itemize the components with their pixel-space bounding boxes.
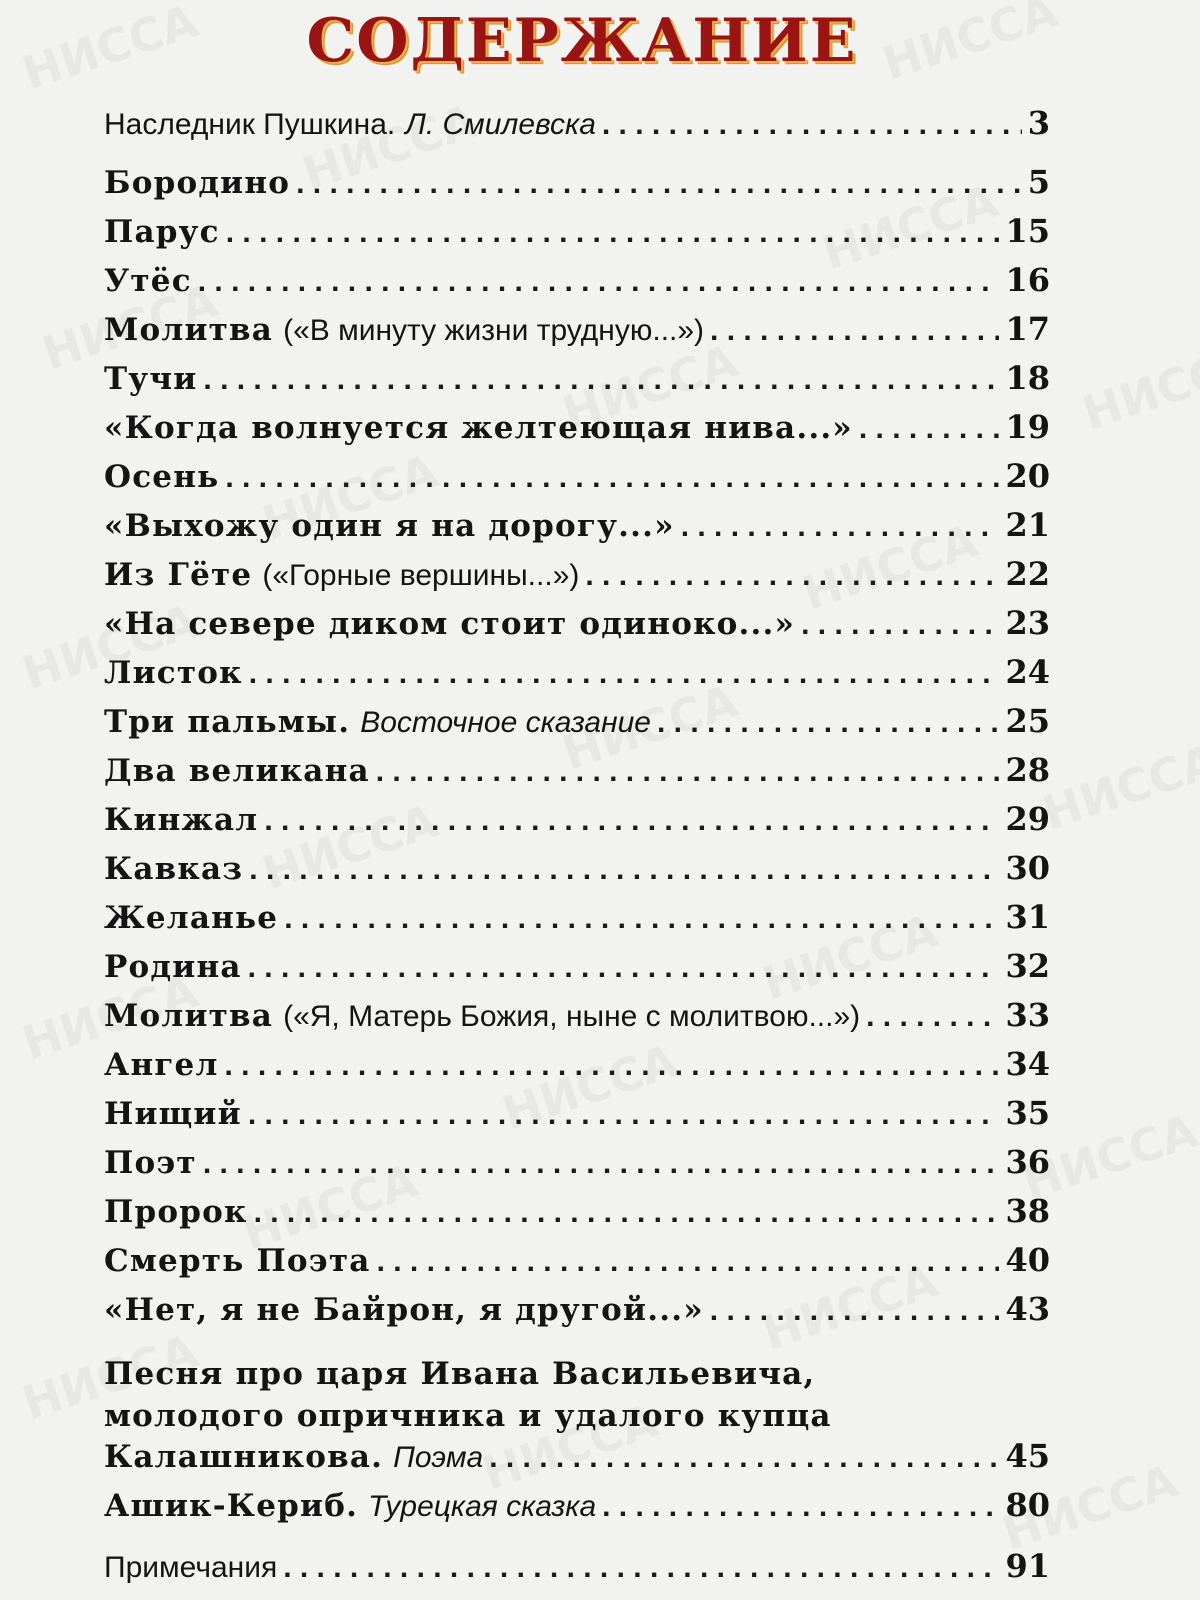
entry-subtitle: («Горные вершины...») xyxy=(262,559,580,592)
dot-leader xyxy=(264,804,999,838)
dot-leader xyxy=(489,1441,999,1475)
entry-title: Ашик-Кериб. xyxy=(104,1488,359,1524)
toc-entry[interactable] xyxy=(104,506,1050,555)
dot-leader xyxy=(198,265,1000,299)
dot-leader xyxy=(602,108,1022,142)
toc-entry[interactable] xyxy=(104,1547,1050,1596)
page-title: СОДЕРЖАНИЕ xyxy=(306,6,858,76)
entry-title: Ангел xyxy=(104,1047,219,1083)
entry-title: Осень xyxy=(104,459,220,495)
dot-leader xyxy=(602,1490,999,1524)
entry-title: Пророк xyxy=(104,1194,248,1230)
dot-leader xyxy=(225,461,999,495)
dot-leader xyxy=(866,1000,999,1034)
page-number: 31 xyxy=(1005,898,1050,936)
page-number: 43 xyxy=(1005,1290,1050,1328)
entry-subtitle: Примечания xyxy=(104,1551,278,1584)
toc-entry[interactable] xyxy=(104,751,1050,800)
dot-leader xyxy=(859,412,1000,446)
dot-leader xyxy=(248,951,1000,985)
dot-leader xyxy=(585,559,999,593)
page-number: 45 xyxy=(1005,1437,1050,1475)
toc-entry[interactable] xyxy=(104,996,1050,1045)
toc-entry[interactable] xyxy=(104,555,1050,604)
entry-title: Из Гёте xyxy=(104,557,253,593)
watermark xyxy=(1036,733,1200,840)
page-number: 23 xyxy=(1005,604,1050,642)
entry-title: Тучи xyxy=(104,361,198,397)
toc-entry[interactable] xyxy=(104,849,1050,898)
entry-title: «На севере диком стоит одиноко...» xyxy=(104,606,796,642)
toc-entry-multiline[interactable] xyxy=(104,1353,1050,1486)
entry-genre: Турецкая сказка xyxy=(368,1490,597,1523)
dot-leader xyxy=(203,1147,1000,1181)
dot-leader xyxy=(203,363,999,397)
page-number: 40 xyxy=(1005,1241,1050,1279)
dot-leader xyxy=(283,1551,999,1585)
entry-subtitle: («В минуту жизни трудную...») xyxy=(283,314,705,347)
entry-title: «Когда волнуется желтеющая нива...» xyxy=(104,410,853,446)
dot-leader xyxy=(657,706,999,740)
toc-entry[interactable] xyxy=(104,1486,1050,1535)
dot-leader xyxy=(248,1098,1000,1132)
dot-leader xyxy=(376,755,1000,789)
dot-leader xyxy=(249,657,1000,691)
page-number: 21 xyxy=(1005,506,1050,544)
dot-leader xyxy=(377,1245,1000,1279)
toc-entry[interactable] xyxy=(104,898,1050,947)
entry-title: Нищий xyxy=(104,1096,242,1132)
page-number: 38 xyxy=(1005,1192,1050,1230)
page-number: 30 xyxy=(1005,849,1050,887)
dot-leader xyxy=(249,853,999,887)
entry-title: «Нет, я не Байрон, я другой...» xyxy=(104,1292,704,1328)
entry-title-line: Песня про царя Ивана Васильевича, xyxy=(104,1356,816,1392)
page-number: 28 xyxy=(1005,751,1050,789)
page-number: 3 xyxy=(1027,104,1050,142)
toc-entry[interactable] xyxy=(104,310,1050,359)
dot-leader xyxy=(254,1196,1000,1230)
page-number: 20 xyxy=(1005,457,1050,495)
entry-last-line xyxy=(104,1437,1050,1486)
entry-title: Молитва xyxy=(104,998,274,1034)
toc-entry[interactable] xyxy=(104,457,1050,506)
dot-leader xyxy=(801,608,999,642)
toc-entry[interactable] xyxy=(104,261,1050,310)
table-of-contents xyxy=(104,104,1050,1596)
watermark xyxy=(1076,333,1200,440)
page-number: 25 xyxy=(1005,702,1050,740)
dot-leader xyxy=(710,1294,1000,1328)
toc-entry[interactable] xyxy=(104,1290,1050,1339)
toc-entry[interactable] xyxy=(104,1045,1050,1094)
dot-leader xyxy=(226,216,1000,250)
page-number: 36 xyxy=(1005,1143,1050,1181)
entry-title: Утёс xyxy=(104,263,192,299)
toc-entry[interactable] xyxy=(104,800,1050,849)
dot-leader xyxy=(681,510,1000,544)
entry-title: Желанье xyxy=(104,900,279,936)
page-number: 18 xyxy=(1005,359,1050,397)
entry-title: Поэт xyxy=(104,1145,197,1181)
toc-entry[interactable] xyxy=(104,702,1050,751)
entry-title: Листок xyxy=(104,655,243,691)
page-number: 32 xyxy=(1005,947,1050,985)
page-number: 24 xyxy=(1005,653,1050,691)
entry-title: Три пальмы. xyxy=(104,704,351,740)
dot-leader xyxy=(225,1049,1000,1083)
page-number: 22 xyxy=(1005,555,1050,593)
page-number: 15 xyxy=(1005,212,1050,250)
page-number: 35 xyxy=(1005,1094,1050,1132)
toc-entry[interactable] xyxy=(104,359,1050,408)
toc-entry[interactable] xyxy=(104,604,1050,653)
page-number: 91 xyxy=(1005,1547,1050,1585)
toc-entry[interactable] xyxy=(104,1143,1050,1192)
toc-entry[interactable] xyxy=(104,653,1050,702)
entry-title: Молитва xyxy=(104,312,274,348)
entry-title: Кинжал xyxy=(104,802,259,838)
toc-entry[interactable] xyxy=(104,947,1050,996)
page-number: 80 xyxy=(1005,1486,1050,1524)
entry-title-line: молодого опричника и удалого купца xyxy=(104,1398,832,1434)
entry-subtitle: Наследник Пушкина. xyxy=(104,108,396,141)
entry-title: Парус xyxy=(104,214,220,250)
dot-leader xyxy=(296,167,1022,201)
toc-entry[interactable] xyxy=(104,104,1050,153)
page-number: 34 xyxy=(1005,1045,1050,1083)
entry-title: Смерть Поэта xyxy=(104,1243,371,1279)
entry-title: Родина xyxy=(104,949,242,985)
entry-title: Калашникова. xyxy=(104,1439,384,1475)
entry-genre: Л. Смилевска xyxy=(405,108,596,141)
toc-entry[interactable] xyxy=(104,212,1050,261)
page-number: 16 xyxy=(1005,261,1050,299)
dot-leader xyxy=(284,902,999,936)
toc-entry[interactable] xyxy=(104,163,1050,212)
page-number: 33 xyxy=(1005,996,1050,1034)
toc-entry[interactable] xyxy=(104,1192,1050,1241)
page-number: 17 xyxy=(1005,310,1050,348)
page-number: 29 xyxy=(1005,800,1050,838)
entry-title: Два великана xyxy=(104,753,370,789)
entry-subtitle: («Я, Матерь Божия, ныне с молитвою...») xyxy=(283,1000,861,1033)
entry-title: Бородино xyxy=(104,165,291,201)
entry-title: «Выхожу один я на дорогу...» xyxy=(104,508,675,544)
page-number: 5 xyxy=(1027,163,1050,201)
entry-genre: Восточное сказание xyxy=(360,706,651,739)
entry-genre: Поэма xyxy=(393,1441,484,1474)
toc-entry[interactable] xyxy=(104,1241,1050,1290)
page-number: 19 xyxy=(1005,408,1050,446)
dot-leader xyxy=(710,314,999,348)
toc-entry[interactable] xyxy=(104,1094,1050,1143)
entry-title: Кавказ xyxy=(104,851,244,887)
toc-entry[interactable] xyxy=(104,408,1050,457)
